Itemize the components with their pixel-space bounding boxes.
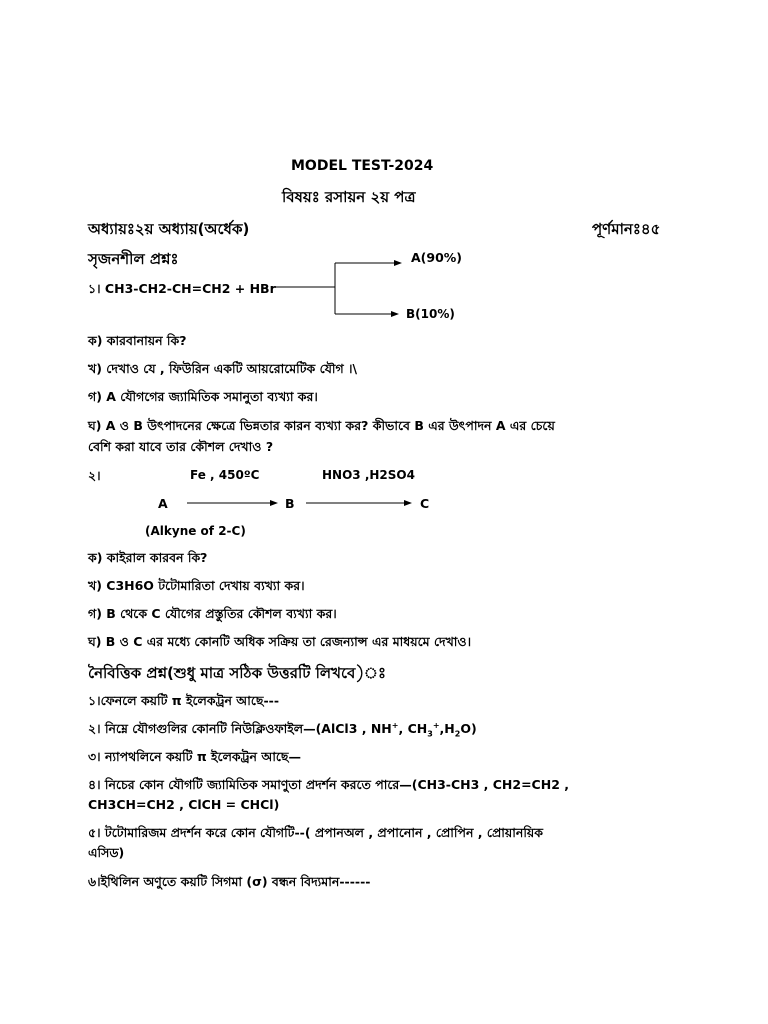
mcq-q2: ২। নিম্নে যৌগগুলির কোনটি নিউক্লিওফাইল—(AlCl3 , NH+, $CH_3^+,H_2O$) <box>88 721 477 739</box>
full-marks: পূর্ণমানঃ৪৫ <box>592 220 661 238</box>
q1-item-ka: ক) কারবানায়ন কি? <box>88 333 187 348</box>
q1-item-gha: ঘ) A ও B উৎপাদনের ক্ষেত্রে ভিন্নতার কারন ব্যখ্যা কর? কীভাবে B এর উৎপাদন A এর চেয়ে <box>88 418 555 433</box>
mcq-q4-line1: ৪। নিচের কোন যৌগটি জ্যামিতিক সমাণুতা প্রদর্শন করতে পারে—(CH3-CH3 , CH2=CH2 , <box>88 777 569 792</box>
chapter-line: অধ্যায়ঃ২য় অধ্যায়(অর্ধেক) <box>88 220 250 238</box>
q1-item-kha: খ) দেখাও যে , ফিউরিন একটি আয়রোমেটিক যৌগ ।\ <box>88 361 358 376</box>
q2-note: (Alkyne of 2-C) <box>145 524 246 538</box>
mcq-q5-line2: এসিড) <box>88 845 125 860</box>
q2-item-ka: ক) কাইরাল কারবন কি? <box>88 550 208 565</box>
q2-number: ২। <box>88 468 101 483</box>
q2-compound-b: B <box>285 496 295 511</box>
q2-condition-2: HNO3 ,H2SO4 <box>322 468 415 482</box>
q1-product-b: B(10%) <box>406 307 455 321</box>
mcq-q3: ৩। ন্যাপথলিনে কয়টি π ইলেকট্রন আছে— <box>88 749 302 764</box>
subject-line: বিষয়ঃ রসায়ন ২য় পত্র <box>282 188 416 206</box>
q2-item-gha: ঘ) B ও C এর মধ্যে কোনটি অধিক সক্রিয় তা রেজন্যান্স এর মাধয়মে দেখাও। <box>88 634 472 649</box>
mcq-q6: ৬।ইথিলিন অণুতে কয়টি সিগমা (σ) বন্ধন বিদ্যমান------ <box>88 874 371 889</box>
mcq-heading: নৈবিত্তিক প্রশ্ন(শুধু মাত্র সঠিক উত্তরটি লিখবে)ঃ <box>88 664 386 682</box>
q2-item-ga: গ) B থেকে C যৌগের প্রস্তুতির কৌশল ব্যখ্যা কর। <box>88 606 337 621</box>
creative-heading: সৃজনশীল প্রশ্নঃ <box>88 250 179 268</box>
mcq-q5-line1: ৫। টটোমারিজম প্রদর্শন করে কোন যৌগটি--( প্রপানঅল , প্রপানোন , প্রোপিন , প্রোয়ানয়িক <box>88 825 544 840</box>
q2-item-kha: খ) C3H6O টটোমারিতা দেখায় ব্যখ্যা কর। <box>88 578 305 593</box>
mcq-q1: ১।ফেনলে কয়টি π ইলেকট্রন আছে--- <box>88 693 280 708</box>
mcq-q4-line2: CH3CH=CH2 , ClCH = CHCl) <box>88 797 280 812</box>
q2-compound-c: C <box>420 496 430 511</box>
q1-item-gha-cont: বেশি করা যাবে তার কৌশল দেখাও ? <box>88 439 274 454</box>
test-title: MODEL TEST-2024 <box>291 158 434 174</box>
q1-product-a: A(90%) <box>411 250 463 265</box>
q1-item-ga: গ) A যৌগগের জ্যামিতিক সমানুতা ব্যখ্যা কর। <box>88 389 318 404</box>
q1-reaction: ১। CH3-CH2-CH=CH2 + HBr <box>88 281 276 296</box>
q2-condition-1: Fe , 450ºC <box>190 468 260 482</box>
q2-compound-a: A <box>158 496 168 511</box>
